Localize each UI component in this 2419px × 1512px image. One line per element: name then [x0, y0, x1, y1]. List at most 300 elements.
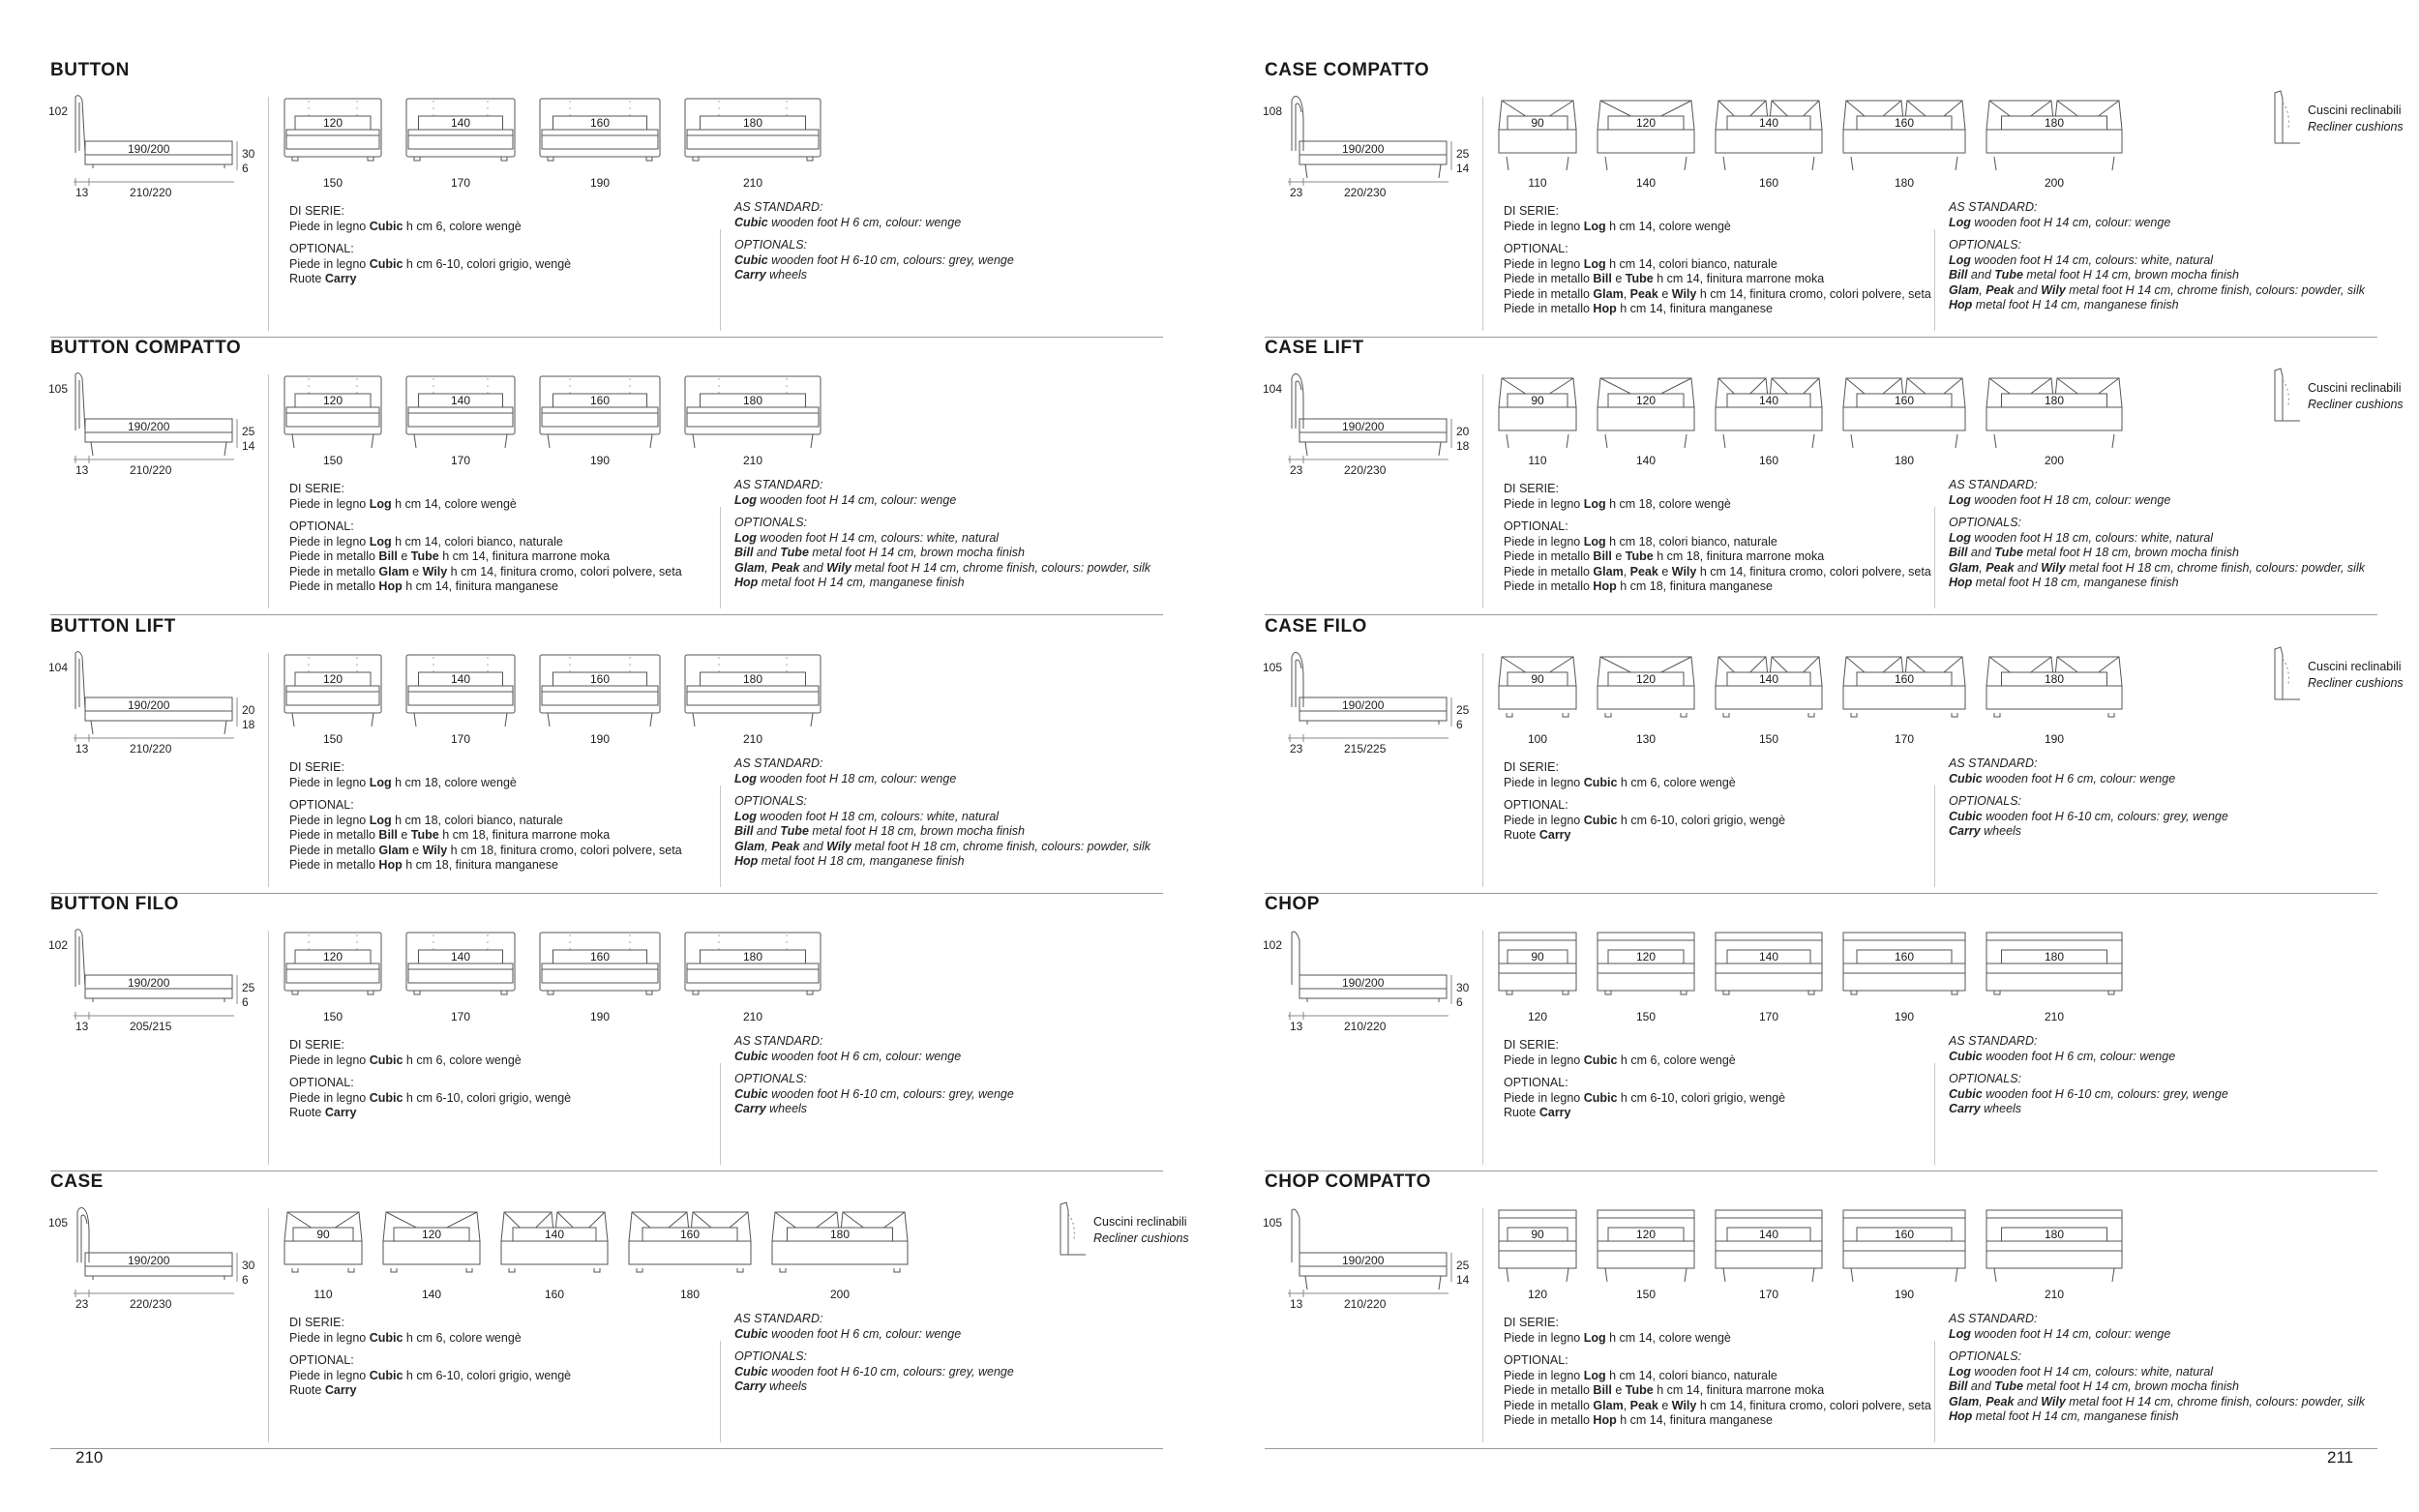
front-view-drawing: [499, 1208, 610, 1288]
section-title: CHOP: [1265, 894, 1320, 914]
bed-inner-width: 90: [1531, 116, 1544, 130]
front-view-drawing: [1714, 374, 1824, 454]
height-label: 105: [1263, 1216, 1283, 1230]
bed-inner-width: 140: [450, 394, 471, 407]
bed-front-view: [404, 97, 517, 190]
standard-line: Piede in legno Log h cm 14, colore wengè: [1504, 1330, 1731, 1345]
bed-overall-width: 120: [1527, 1010, 1548, 1023]
bed-inner-width: 140: [450, 950, 471, 964]
bed-inner-width: 120: [421, 1228, 442, 1241]
divider: [720, 1341, 721, 1442]
side-view: [48, 93, 255, 199]
bed-overall-width: 210: [742, 176, 763, 190]
bed-inner-width: 120: [322, 672, 343, 686]
bed-inner-width: 120: [1635, 950, 1657, 964]
front-view-drawing: [283, 931, 383, 1010]
bed-overall-width: 110: [1528, 176, 1547, 190]
bed-inner-width: 90: [1531, 394, 1544, 407]
bed-inner-width: 140: [1758, 394, 1779, 407]
optional-line: Carry wheels: [734, 268, 808, 282]
product-section: [48, 1171, 1189, 1449]
front-view-drawing: [1497, 931, 1578, 1010]
standard-line: Log wooden foot H 14 cm, colour: wenge: [1949, 215, 2171, 229]
foot-dim-label: 13: [75, 463, 89, 477]
bed-inner-width: 120: [1635, 672, 1657, 686]
bed-front-view: [1985, 97, 2124, 190]
front-view-drawing: [1841, 374, 1967, 454]
bed-overall-width: 150: [1758, 732, 1779, 746]
optional-line: Hop metal foot H 14 cm, manganese finish: [1949, 1409, 2179, 1423]
bed-inner-width: 160: [679, 1228, 701, 1241]
divider: [268, 1208, 269, 1442]
optional-line: Carry wheels: [1949, 1102, 2022, 1115]
bed-front-view: [1497, 374, 1578, 467]
front-view-drawing: [1596, 653, 1696, 732]
optional-line: Log wooden foot H 18 cm, colours: white, natural: [1949, 530, 2214, 545]
bed-front-view: [1596, 374, 1696, 467]
bed-front-view: [1596, 653, 1696, 746]
front-view-drawing: [1841, 653, 1967, 732]
divider: [720, 1063, 721, 1165]
product-section: [50, 894, 1163, 1171]
front-view-drawing: [1985, 374, 2124, 454]
inner-length-label: 190/200: [1342, 976, 1385, 990]
front-view-drawing: [404, 931, 517, 1010]
optional-heading: OPTIONALS:: [734, 1349, 808, 1363]
front-view-drawing: [283, 653, 383, 732]
front-view-drawing: [1714, 931, 1824, 1010]
optional-heading: OPTIONALS:: [734, 794, 808, 808]
product-section: [50, 338, 1163, 615]
bed-overall-width: 210: [2044, 1010, 2065, 1023]
optional-line: Piede in legno Cubic h cm 6-10, colori grigio, wengè: [289, 256, 572, 271]
foot-dim-label: 13: [75, 742, 89, 756]
height-label: 104: [1263, 382, 1283, 396]
bed-inner-width: 160: [589, 394, 611, 407]
inner-length-label: 190/200: [128, 976, 170, 990]
optional-line: Glam, Peak and Wily metal foot H 18 cm, chrome finish, colours: powder, silk: [734, 839, 1150, 853]
bed-inner-width: 180: [2044, 950, 2065, 964]
optional-heading: OPTIONAL:: [1504, 519, 1568, 533]
bed-overall-width: 170: [1758, 1288, 1779, 1301]
height-dim-2: 14: [242, 439, 255, 453]
optional-line: Piede in metallo Bill e Tube h cm 14, finitura marrone moka: [289, 549, 611, 563]
bed-overall-width: 150: [322, 1010, 343, 1023]
optional-line: Glam, Peak and Wily metal foot H 14 cm, chrome finish, colours: powder, silk: [1949, 1394, 2365, 1408]
bed-inner-width: 120: [1635, 394, 1657, 407]
english-specs: [734, 200, 1014, 283]
english-specs: [1949, 478, 2365, 591]
recliner-note: [2271, 89, 2404, 152]
optional-line: Ruote Carry: [1504, 828, 1571, 842]
italian-specs: [289, 482, 682, 595]
bed-inner-width: 160: [589, 950, 611, 964]
divider: [268, 374, 269, 608]
italian-specs: [289, 760, 682, 874]
height-label: 102: [48, 104, 69, 118]
optional-line: Carry wheels: [734, 1379, 808, 1393]
height-dim-1: 25: [1456, 703, 1470, 717]
optional-line: Piede in metallo Hop h cm 14, finitura manganese: [1504, 1413, 1773, 1427]
optional-line: Piede in legno Log h cm 14, colori bianco, naturale: [289, 534, 563, 548]
italian-specs: [289, 204, 571, 287]
bed-overall-width: 210: [2044, 1288, 2065, 1301]
recliner-note: [2271, 645, 2404, 708]
front-view-drawing: [1497, 653, 1578, 732]
optional-line: Piede in metallo Hop h cm 18, finitura manganese: [289, 858, 558, 872]
front-view-drawing: [1841, 97, 1967, 176]
bed-inner-width: 140: [1758, 116, 1779, 130]
spacer: [289, 234, 571, 242]
front-view-drawing: [538, 97, 662, 176]
bed-front-view: [404, 374, 517, 467]
divider: [1934, 507, 1935, 608]
height-dim-2: 6: [242, 162, 249, 175]
spacer: [734, 508, 1150, 516]
spacer: [734, 1064, 1014, 1072]
bed-inner-width: 140: [450, 116, 471, 130]
bed-inner-width: 120: [322, 950, 343, 964]
section-title: CASE LIFT: [1265, 338, 1364, 358]
product-section: [50, 60, 1163, 338]
recliner-label-it: Cuscini reclinabili: [1093, 1215, 1187, 1229]
bed-front-view: [283, 653, 383, 746]
bed-overall-width: 190: [1894, 1288, 1915, 1301]
optional-line: Piede in metallo Hop h cm 14, finitura manganese: [289, 579, 558, 593]
height-dim-2: 6: [242, 1273, 249, 1287]
height-dim-1: 30: [242, 1259, 255, 1272]
height-label: 104: [48, 661, 69, 674]
height-dim-2: 18: [1456, 439, 1470, 453]
standard-line: Piede in legno Cubic h cm 6, colore wengè: [1504, 775, 1736, 789]
spacer: [1504, 512, 1931, 519]
optional-heading: OPTIONAL:: [1504, 1353, 1568, 1367]
optional-line: Carry wheels: [734, 1102, 808, 1115]
english-specs: [1949, 756, 2228, 840]
recliner-label-it: Cuscini reclinabili: [2308, 381, 2402, 395]
front-view-drawing: [1596, 1208, 1696, 1288]
standard-heading: AS STANDARD:: [734, 1312, 823, 1325]
bed-overall-width: 120: [1527, 1288, 1548, 1301]
bed-front-view: [381, 1208, 482, 1301]
spacer: [1949, 1342, 2365, 1349]
front-views: [1497, 97, 2368, 193]
bed-overall-width: 190: [589, 1010, 611, 1023]
bed-front-view: [1985, 374, 2124, 467]
optional-line: Cubic wooden foot H 6-10 cm, colours: grey, wenge: [1949, 809, 2228, 823]
bed-front-view: [283, 374, 383, 467]
bed-overall-width: 160: [1758, 176, 1779, 190]
optional-heading: OPTIONAL:: [1504, 1076, 1568, 1089]
front-view-drawing: [1596, 374, 1696, 454]
optional-line: Glam, Peak and Wily metal foot H 14 cm, chrome finish, colours: powder, silk: [734, 560, 1150, 575]
bed-overall-width: 170: [450, 454, 471, 467]
front-view-drawing: [1497, 97, 1578, 176]
front-view-drawing: [1985, 931, 2124, 1010]
divider: [268, 97, 269, 331]
optional-line: Log wooden foot H 18 cm, colours: white, natural: [734, 809, 1000, 823]
front-view-drawing: [538, 931, 662, 1010]
optional-heading: OPTIONAL:: [289, 242, 354, 255]
bed-front-view: [404, 931, 517, 1023]
english-specs: [734, 478, 1150, 591]
standard-heading: AS STANDARD:: [1949, 1312, 2038, 1325]
front-views: [1497, 1208, 2368, 1305]
standard-heading: DI SERIE:: [289, 760, 344, 774]
bed-front-view: [1497, 653, 1578, 746]
optional-line: Piede in metallo Glam, Peak e Wily h cm 14, finitura cromo, colori polvere, seta: [1504, 1398, 1931, 1412]
bed-inner-width: 120: [322, 394, 343, 407]
overall-length-label: 220/230: [1344, 186, 1387, 199]
bed-overall-width: 210: [742, 454, 763, 467]
optional-line: Piede in metallo Glam e Wily h cm 14, finitura cromo, colori polvere, seta: [289, 564, 682, 578]
section-title: CASE FILO: [1265, 616, 1367, 637]
section-title: BUTTON: [50, 60, 130, 80]
bed-inner-width: 160: [1894, 116, 1915, 130]
recliner-label: [2308, 659, 2404, 692]
optional-heading: OPTIONAL:: [289, 519, 354, 533]
height-dim-1: 25: [242, 425, 255, 438]
bed-front-view: [538, 97, 662, 190]
optional-line: Ruote Carry: [289, 1383, 357, 1397]
standard-line: Cubic wooden foot H 6 cm, colour: wenge: [734, 1326, 962, 1341]
optional-line: Piede in legno Cubic h cm 6-10, colori grigio, wengè: [289, 1368, 572, 1382]
front-view-drawing: [283, 1208, 364, 1288]
bed-front-view: [627, 1208, 753, 1301]
bed-front-view: [1497, 97, 1578, 190]
standard-heading: DI SERIE:: [1504, 204, 1559, 218]
italian-specs: [1504, 1038, 1785, 1121]
optional-heading: OPTIONAL:: [289, 1353, 354, 1367]
optional-line: Piede in metallo Hop h cm 18, finitura manganese: [1504, 579, 1773, 593]
front-view-drawing: [683, 97, 822, 176]
bed-overall-width: 180: [1894, 454, 1915, 467]
front-view-drawing: [1714, 97, 1824, 176]
bed-inner-width: 140: [1758, 950, 1779, 964]
front-view-drawing: [1985, 653, 2124, 732]
optional-line: Piede in metallo Bill e Tube h cm 18, finitura marrone moka: [1504, 549, 1825, 563]
standard-line: Piede in legno Cubic h cm 6, colore wengè: [289, 219, 522, 233]
english-specs: [1949, 1034, 2228, 1117]
front-view-drawing: [1497, 1208, 1578, 1288]
standard-line: Piede in legno Log h cm 18, colore wengè: [1504, 496, 1731, 511]
front-view-drawing: [1841, 931, 1967, 1010]
height-dim-2: 6: [1456, 995, 1463, 1009]
divider: [1482, 1208, 1483, 1442]
optional-heading: OPTIONAL:: [1504, 798, 1568, 812]
divider: [720, 229, 721, 331]
standard-line: Piede in legno Cubic h cm 6, colore wengè: [289, 1330, 522, 1345]
side-view: [48, 371, 255, 477]
divider: [1482, 97, 1483, 331]
bed-front-view: [1841, 97, 1967, 190]
bed-overall-width: 190: [589, 176, 611, 190]
bed-inner-width: 180: [2044, 116, 2065, 130]
bed-front-view: [538, 931, 662, 1023]
english-specs: [734, 1312, 1014, 1395]
spacer: [1504, 234, 1931, 242]
bed-overall-width: 200: [829, 1288, 851, 1301]
section-title: CASE: [50, 1171, 104, 1192]
recliner-label-it: Cuscini reclinabili: [2308, 104, 2402, 117]
bed-overall-width: 180: [1894, 176, 1915, 190]
bed-inner-width: 180: [2044, 1228, 2065, 1241]
spacer: [289, 790, 682, 798]
inner-length-label: 190/200: [128, 142, 170, 156]
height-label: 102: [48, 938, 69, 952]
front-view-drawing: [683, 653, 822, 732]
recliner-label-en: Recliner cushions: [2308, 398, 2404, 411]
section-title: CHOP COMPATTO: [1265, 1171, 1431, 1192]
foot-dim-label: 13: [1290, 1020, 1303, 1033]
divider: [1934, 229, 1935, 331]
standard-heading: AS STANDARD:: [734, 1034, 823, 1048]
bed-overall-width: 140: [1635, 454, 1657, 467]
optional-line: Piede in metallo Glam, Peak e Wily h cm 14, finitura cromo, colori polvere, seta: [1504, 564, 1931, 578]
front-views: [283, 931, 1153, 1027]
divider: [1482, 653, 1483, 887]
page-number-left: 210: [75, 1448, 104, 1467]
optional-line: Cubic wooden foot H 6-10 cm, colours: grey, wenge: [734, 1086, 1014, 1101]
optional-line: Hop metal foot H 14 cm, manganese finish: [1949, 298, 2179, 311]
standard-heading: DI SERIE:: [1504, 1038, 1559, 1052]
bed-overall-width: 100: [1527, 732, 1548, 746]
bed-overall-width: 150: [322, 176, 343, 190]
standard-line: Piede in legno Cubic h cm 6, colore wengè: [1504, 1052, 1736, 1067]
italian-specs: [1504, 760, 1785, 844]
standard-line: Log wooden foot H 18 cm, colour: wenge: [1949, 492, 2171, 507]
standard-heading: DI SERIE:: [289, 482, 344, 495]
spacer: [289, 1346, 571, 1353]
optional-line: Piede in legno Log h cm 18, colori bianco, naturale: [289, 813, 563, 827]
bed-front-view: [283, 97, 383, 190]
bed-inner-width: 180: [742, 672, 763, 686]
bed-front-view: [1596, 97, 1696, 190]
standard-line: Piede in legno Log h cm 14, colore wengè: [289, 496, 517, 511]
section-title: BUTTON LIFT: [50, 616, 176, 637]
bed-front-view: [538, 374, 662, 467]
standard-line: Piede in legno Log h cm 14, colore wengè: [1504, 219, 1731, 233]
height-label: 105: [1263, 661, 1283, 674]
side-view: [1263, 93, 1470, 199]
bed-front-view: [538, 653, 662, 746]
standard-heading: AS STANDARD:: [734, 200, 823, 214]
english-specs: [1949, 200, 2365, 313]
bed-inner-width: 90: [1531, 950, 1544, 964]
side-view: [48, 1204, 255, 1311]
inner-length-label: 190/200: [1342, 142, 1385, 156]
bed-inner-width: 140: [1758, 672, 1779, 686]
height-dim-1: 25: [1456, 147, 1470, 161]
product-section: [50, 616, 1163, 894]
front-views: [283, 374, 1153, 471]
standard-line: Log wooden foot H 18 cm, colour: wenge: [734, 771, 957, 786]
height-dim-1: 20: [1456, 425, 1470, 438]
optional-line: Cubic wooden foot H 6-10 cm, colours: grey, wenge: [734, 252, 1014, 267]
front-view-drawing: [627, 1208, 753, 1288]
optional-line: Log wooden foot H 14 cm, colours: white, natural: [1949, 1364, 2214, 1379]
spacer: [1949, 508, 2365, 516]
optional-line: Piede in metallo Bill e Tube h cm 14, finitura marrone moka: [1504, 272, 1825, 285]
divider: [720, 507, 721, 608]
bed-inner-width: 120: [1635, 1228, 1657, 1241]
front-view-drawing: [1985, 1208, 2124, 1288]
bed-front-view: [1714, 374, 1824, 467]
optional-line: Cubic wooden foot H 6-10 cm, colours: grey, wenge: [734, 1364, 1014, 1379]
optional-line: Piede in legno Cubic h cm 6-10, colori grigio, wengè: [1504, 813, 1786, 827]
bed-inner-width: 180: [2044, 394, 2065, 407]
bed-front-view: [1714, 653, 1824, 746]
bed-front-view: [499, 1208, 610, 1301]
optional-line: Piede in legno Log h cm 14, colori bianco, naturale: [1504, 256, 1777, 271]
bed-overall-width: 140: [421, 1288, 442, 1301]
spacer: [1949, 786, 2228, 794]
spacer: [289, 512, 682, 519]
front-view-drawing: [538, 653, 662, 732]
optional-line: Bill and Tube metal foot H 18 cm, brown mocha finish: [734, 824, 1025, 838]
optional-line: Piede in legno Cubic h cm 6-10, colori grigio, wengè: [1504, 1090, 1786, 1105]
recliner-cushion-icon: [2271, 89, 2306, 147]
bed-inner-width: 120: [322, 116, 343, 130]
side-view: [1263, 1204, 1470, 1311]
side-view: [48, 649, 255, 756]
recliner-label-en: Recliner cushions: [2308, 120, 2404, 133]
bed-inner-width: 180: [829, 1228, 851, 1241]
inner-length-label: 190/200: [128, 698, 170, 712]
optional-line: Bill and Tube metal foot H 14 cm, brown mocha finish: [1949, 268, 2239, 282]
foot-dim-label: 13: [75, 1020, 89, 1033]
recliner-label: [2308, 380, 2404, 413]
standard-line: Cubic wooden foot H 6 cm, colour: wenge: [1949, 771, 2176, 786]
optional-heading: OPTIONALS:: [1949, 794, 2022, 808]
product-section: [1265, 894, 2377, 1171]
inner-length-label: 190/200: [1342, 420, 1385, 433]
bed-overall-width: 160: [544, 1288, 565, 1301]
bed-front-view: [1714, 931, 1824, 1023]
bed-overall-width: 150: [322, 454, 343, 467]
standard-heading: DI SERIE:: [1504, 1316, 1559, 1329]
product-section: [1263, 338, 2404, 615]
foot-dim-label: 23: [1290, 186, 1303, 199]
foot-dim-label: 13: [75, 186, 89, 199]
spacer: [1949, 1064, 2228, 1072]
standard-heading: AS STANDARD:: [1949, 478, 2038, 491]
front-view-drawing: [1841, 1208, 1967, 1288]
front-view-drawing: [283, 374, 383, 454]
height-dim-1: 30: [242, 147, 255, 161]
inner-length-label: 190/200: [1342, 1254, 1385, 1267]
recliner-cushion-icon: [2271, 645, 2306, 703]
italian-specs: [1504, 482, 1931, 595]
bed-overall-width: 180: [679, 1288, 701, 1301]
front-view-drawing: [1497, 374, 1578, 454]
italian-specs: [289, 1316, 571, 1399]
bed-front-view: [1596, 931, 1696, 1023]
bed-overall-width: 150: [1635, 1288, 1657, 1301]
height-label: 105: [48, 1216, 69, 1230]
height-label: 108: [1263, 104, 1283, 118]
standard-heading: AS STANDARD:: [1949, 756, 2038, 770]
spacer: [734, 786, 1150, 794]
bed-front-view: [1841, 931, 1967, 1023]
optional-heading: OPTIONAL:: [289, 1076, 354, 1089]
front-view-drawing: [770, 1208, 910, 1288]
bed-inner-width: 160: [589, 116, 611, 130]
bed-front-view: [283, 931, 383, 1023]
bed-overall-width: 150: [1635, 1010, 1657, 1023]
front-view-drawing: [381, 1208, 482, 1288]
bed-overall-width: 210: [742, 1010, 763, 1023]
